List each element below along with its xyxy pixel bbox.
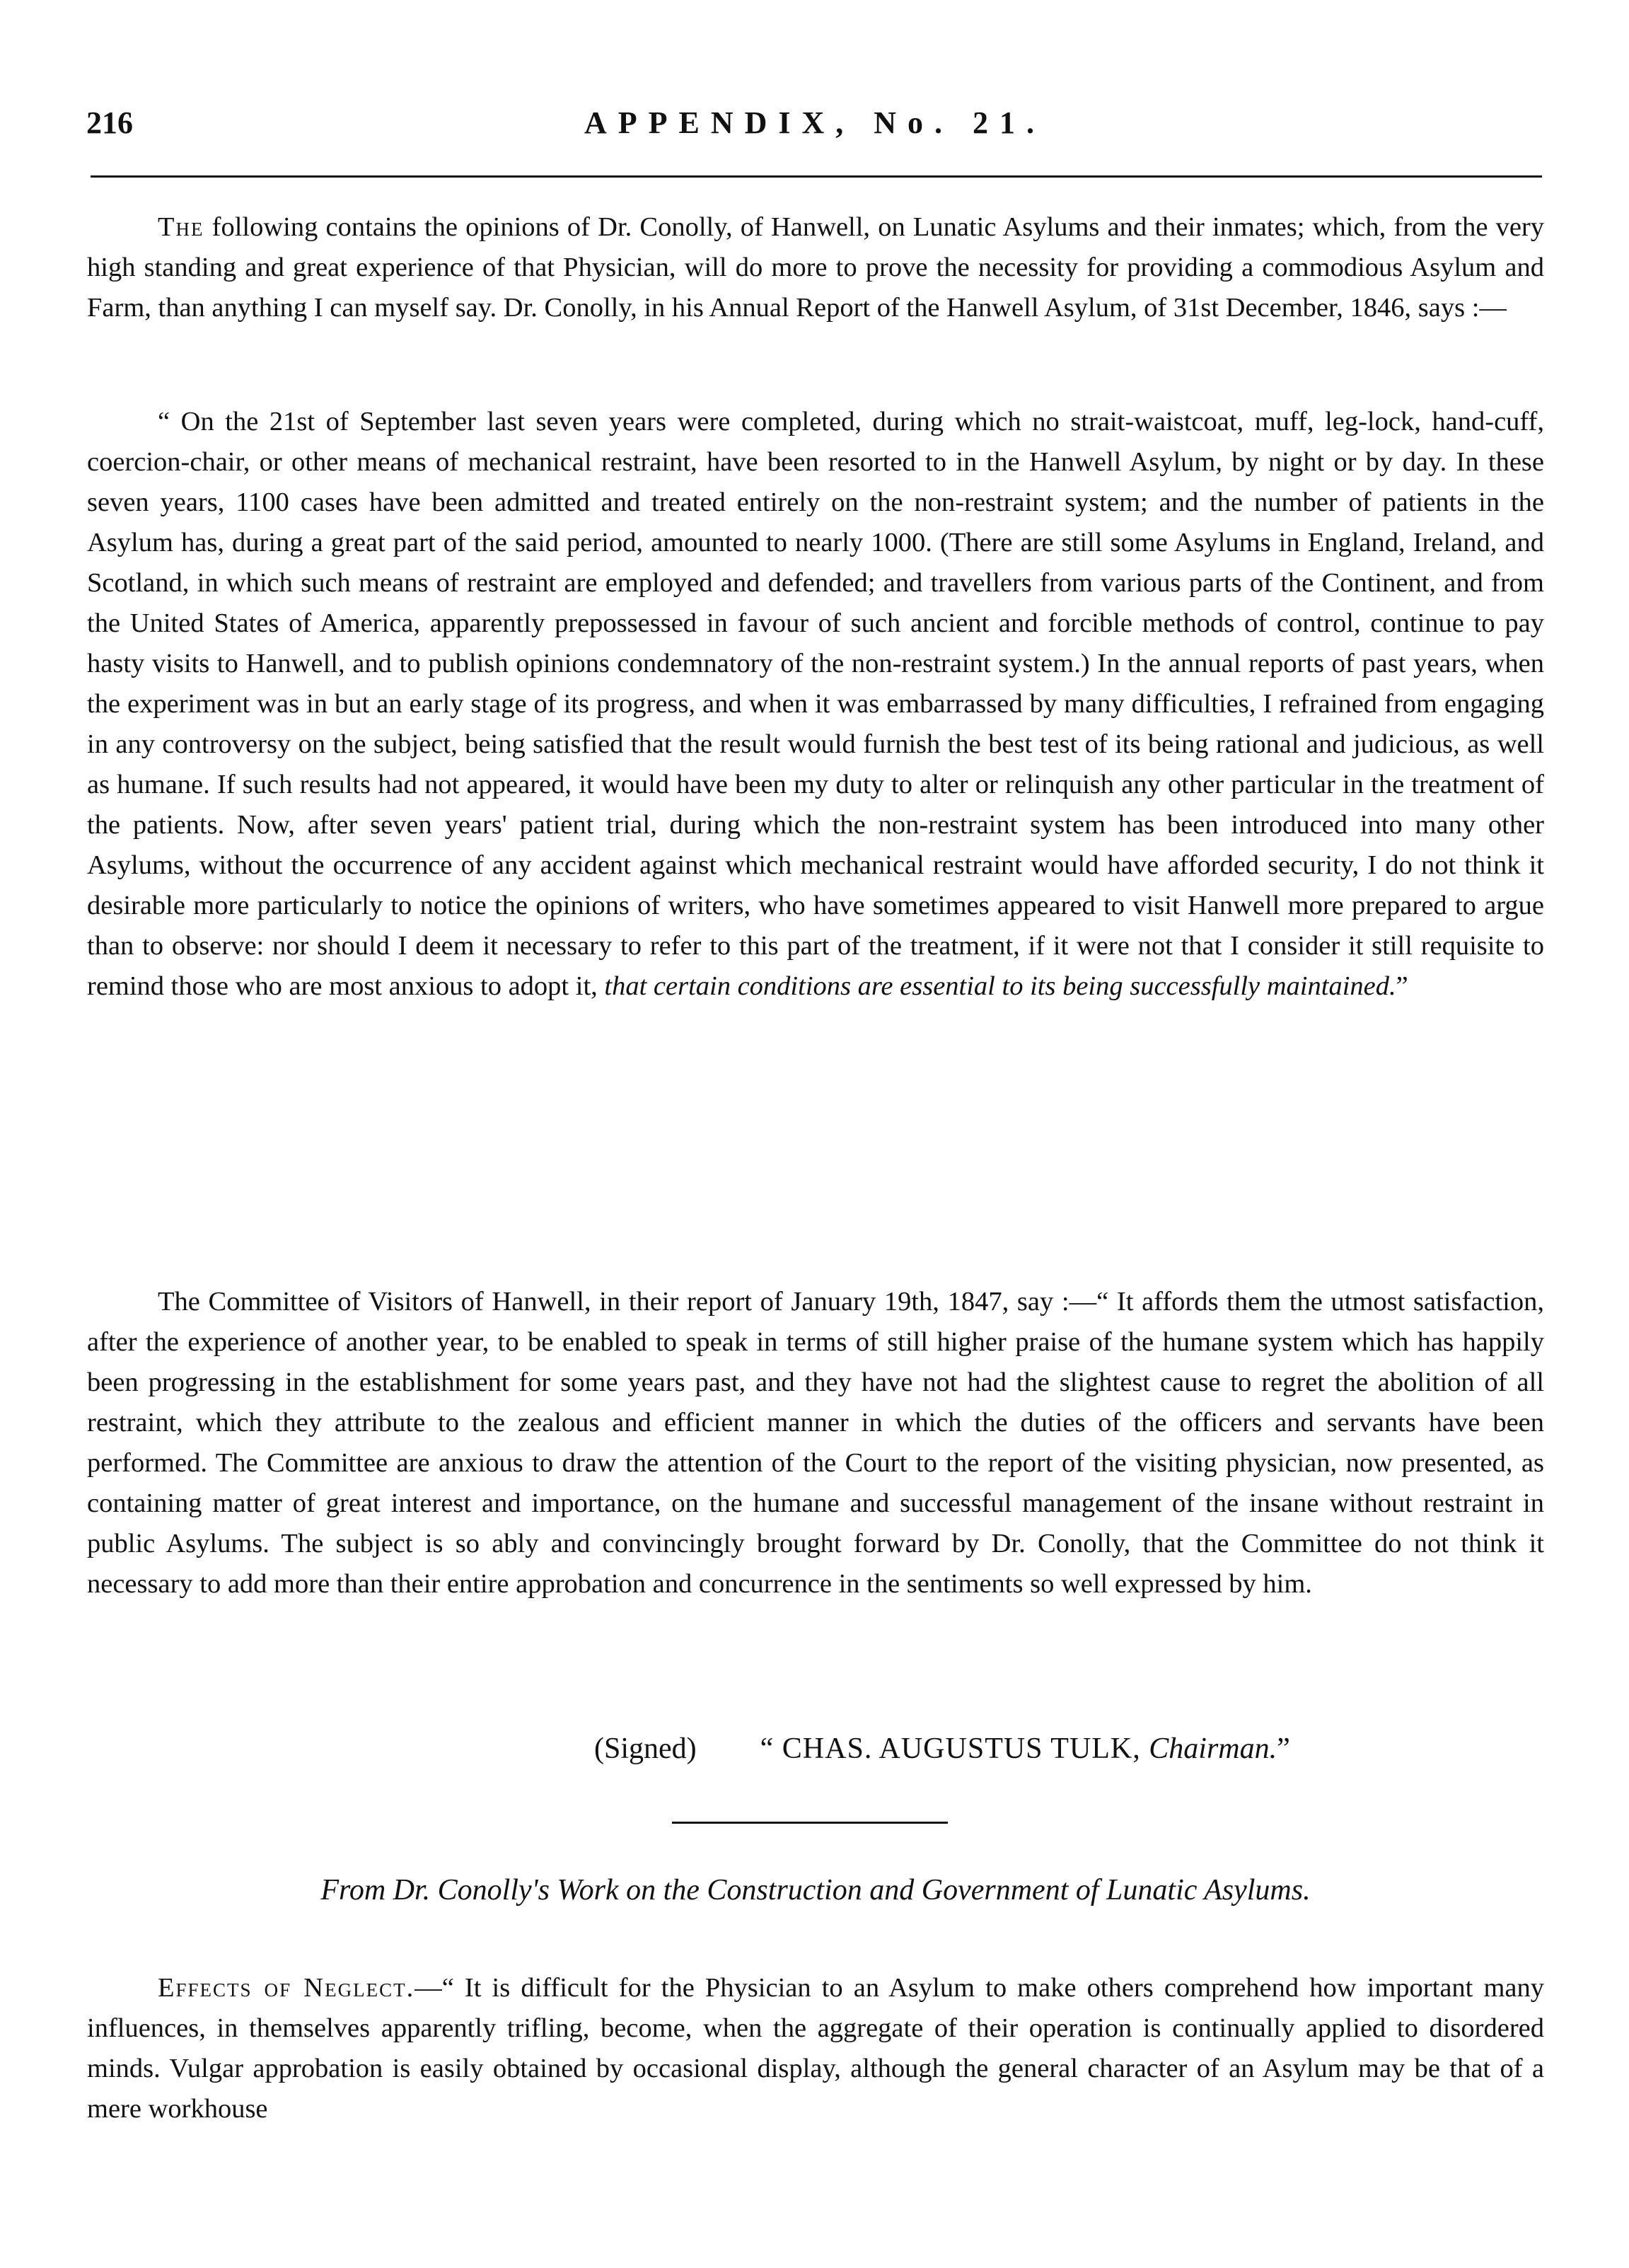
conolly-report-quote [87,402,1544,1007]
committee-report-paragraph [87,1282,1544,1604]
quote-closing: ” [1396,971,1408,1001]
intro-lead-word: The [158,212,204,242]
running-head: APPENDIX, No. 21. [584,105,1046,140]
source-heading: From Dr. Conolly's Work on the Construction and Government of Lunatic Asylums. [320,1874,1311,1907]
signature-closing: ” [1277,1732,1290,1765]
effects-text: —“ It is difficult for the Physician to an Asylum to make others comprehend how important many influences, in themselves apparently trifling, become, when the aggregate of their operation is continually applied to disordered minds. Vulgar approbation is easily obtained by occasional display, although the general character of an Asylum may be that of a mere workhouse [87,1973,1544,2124]
quote-emphasis: that certain conditions are essential to its being successfully maintained. [604,971,1396,1001]
intro-text: following contains the opinions of Dr. Conolly, of Hanwell, on Lunatic Asylums and their inmates; which, from the very high standing and great experience of that Physician, will do more to prove the necessity for providing a commodious Asylum and Farm, than anything I can myself say. Dr. Conolly, in his Annual Report of the Hanwell Asylum, of 31st December, 1846, says :— [87,212,1544,323]
signature-line [594,1732,1290,1766]
intro-paragraph [87,207,1544,328]
effects-lead: Effects of Neglect. [158,1973,415,2003]
effects-of-neglect-paragraph [87,1968,1544,2129]
committee-text: The Committee of Visitors of Hanwell, in their report of January 19th, 1847, say :—“ It affords them the utmost satisfaction, after the experience of another year, to be enabled to speak in terms of still higher praise of the humane system which has happily been progressing in the establishment for some years past, and they have not had the slightest cause to regret the abolition of all restraint, which they attribute to the zealous and efficient manner in which the duties of the officers and servants have been performed. The Committee are anxious to draw the attention of the Court to the report of the visiting physician, now presented, as containing matter of great interest and importance, on the humane and successful management of the insane without restraint in public Asylums. The subject is so ably and convincingly brought forward by Dr. Conolly, that the Committee do not think it necessary to add more than their entire approbation and concurrence in the sentiments so well expressed by him. [87,1287,1544,1599]
quote-text: “ On the 21st of September last seven years were completed, during which no strait-waistcoat, muff, leg-lock, hand-cuff, coercion-chair, or other means of mechanical restraint, have been resorted to in the Hanwell Asylum, by night or by day. In these seven years, 1100 cases have been admitted and treated entirely on the non-restraint system; and the number of patients in the Asylum has, during a great part of the said period, amounted to nearly 1000. (There are still some Asylums in England, Ireland, and Scotland, in which such means of restraint are employed and defended; and travellers from various parts of the Continent, and from the United States of America, apparently prepossessed in favour of such ancient and forcible methods of control, continue to pay hasty visits to Hanwell, and to publish opinions condemnatory of the non-restraint system.) In the annual reports of past years, when the experiment was in but an early stage of its progress, and when it was embarrassed by many difficulties, I refrained from engaging in any controversy on the subject, being satisfied that the result would furnish the best test of its being rational and judicious, as well as humane. If such results had not appeared, it would have been my duty to alter or relinquish any other particular in the treatment of the patients. Now, after seven years' patient trial, during which the non-restraint system has been introduced into many other Asylums, without the occurrence of any accident against which mechanical restraint would have afforded security, I do not think it desirable more particularly to notice the opinions of writers, who have sometimes appeared to visit Hanwell more prepared to argue than to observe: nor should I deem it necessary to refer to this part of the treatment, if it were not that I consider it still requisite to remind those who are most anxious to adopt it, [87,407,1544,1001]
section-divider [672,1822,948,1824]
signatory-name: “ CHAS. AUGUSTUS TULK, [760,1732,1149,1765]
page-header [86,105,1543,147]
signed-label: (Signed) [594,1732,697,1765]
signatory-title: Chairman. [1149,1732,1277,1765]
header-rule [91,175,1542,178]
page-number: 216 [86,105,133,140]
